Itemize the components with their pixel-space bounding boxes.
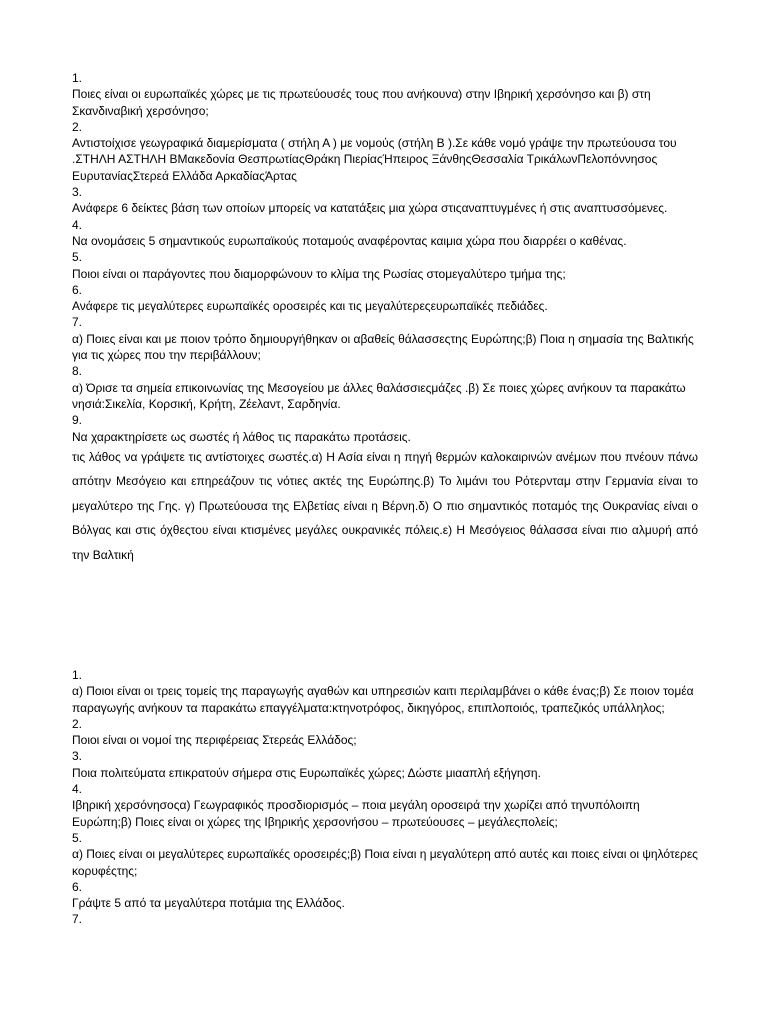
question-item (72, 412, 698, 445)
question-item (72, 879, 698, 912)
question-number: 1. (72, 668, 83, 682)
question-text: Ποιοι είναι οι νομοί της περιφέρειας Στερεάς Ελλάδος; (72, 733, 357, 748)
question-text: Ιβηρική χερσόνησοςα) Γεωγραφικός προσδιορισμός – ποια μεγάλη οροσειρά την χωρίζει από τηνυπόλοιπη Ευρώπη;β) Ποιες είναι οι χώρες της Ιβηρικής χερσονήσου – πρωτεύουσες – μεγάλεςπολείς; (72, 798, 640, 829)
question-text: Γράψτε 5 από τα μεγαλύτερα ποτάμια της Ελλάδος. (72, 896, 345, 911)
question-text: α) Όρισε τα σημεία επικοινωνίας της Μεσογείου με άλλες θαλάσσιεςμάζες .β) Σε ποιες χώρες ανήκουν τα παρακάτω νησιά:Σικελία, Κορσική, Κρήτη, Ζέελαντ, Σαρδηνία. (72, 380, 686, 411)
question-text: α) Ποιοι είναι οι τρεις τομείς της παραγωγής αγαθών και υπηρεσιών καιτι περιλαμβάνει ο κάθε ένας;β) Σε ποιον τομέα παραγωγής ανήκουν τα παρακάτω επαγγέλματα:κτηνοτρόφος, δικηγόρος, επιπλοποιός, τραπεζικός υπάλληλος; (72, 684, 694, 715)
question-item (72, 184, 698, 217)
question-set-2 (72, 667, 698, 928)
question-text: Ανάφερε 6 δείκτες βάση των οποίων μπορείς να κατατάξεις μια χώρα στιςαναπτυγμένες ή στις αναπτυσσόμενες. (72, 201, 668, 216)
question-text: α) Ποιες είναι οι μεγαλύτερες ευρωπαϊκές οροσειρές;β) Ποια είναι η μεγαλύτερη από αυτές και ποιες είναι οι ψηλότερες κορυφέςτης; (72, 847, 698, 878)
question-text: Να ονομάσεις 5 σημαντικούς ευρωπαϊκούς ποταμούς αναφέροντας καιμια χώρα που διαρρέει ο καθένας. (72, 233, 627, 248)
question-number: 2. (72, 716, 83, 731)
question-number: 3. (72, 749, 83, 764)
question-number: 5. (72, 250, 83, 265)
question-text: Να χαρακτηρίσετε ως σωστές ή λάθος τις παρακάτω προτάσεις. (72, 429, 411, 444)
question-item (72, 716, 698, 749)
question-item (72, 314, 698, 363)
question-item (72, 282, 698, 315)
question-number: 9. (72, 413, 83, 428)
question-item (72, 781, 698, 830)
question-text: Ανάφερε τις μεγαλύτερες ευρωπαϊκές οροσειρές και τις μεγαλύτερεςευρωπαϊκές πεδιάδες. (72, 299, 548, 314)
question-text: Ποιες είναι οι ευρωπαϊκές χώρες με τις πρωτεύουσές τους που ανήκουνα) στην Ιβηρική χερσόνησο και β) στη Σκανδιναβική χερσόνησο; (72, 87, 651, 118)
question-number: 8. (72, 364, 83, 379)
question-number: 6. (72, 879, 83, 894)
question-text: Αντιστοίχισε γεωγραφικά διαμερίσματα ( στήλη Α ) με νομούς (στήλη Β ).Σε κάθε νομό γράψε την πρωτεύουσα του .ΣΤΗΛΗ ΑΣΤΗΛΗ ΒΜακεδονία ΘεσπρωτίαςΘράκη ΠιερίαςΉπειρος ΞάνθηςΘεσσαλία ΤρικάλωνΠελοπόννησος ΕυρυτανίαςΣτερεά Ελλάδα ΑρκαδίαςΆρτας (72, 136, 677, 183)
question-number: 6. (72, 282, 83, 297)
question-number: 4. (72, 782, 83, 797)
question-item (72, 119, 698, 184)
question-number: 5. (72, 830, 83, 845)
question-number: 7. (72, 315, 83, 330)
question-item (72, 217, 698, 250)
question-text: Ποιοι είναι οι παράγοντες που διαμορφώνουν το κλίμα της Ρωσίας στομεγαλύτερο τμήμα της; (72, 266, 566, 281)
question-number: 1. (72, 71, 83, 85)
question-item (72, 667, 698, 716)
question-item (72, 363, 698, 412)
question-number: 7. (72, 912, 83, 927)
question-text: α) Ποιες είναι και με ποιον τρόπο δημιουργήθηκαν οι αβαθείς θάλασσεςτης Ευρώπης;β) Ποια η σημασία της Βαλτικής για τις χώρες που την περιβάλλουν; (72, 331, 694, 363)
true-false-paragraph: τις λάθος να γράψετε τις αντίστοιχες σωστές.α) Η Ασία είναι η πηγή θερμών καλοκαιρινών ανέμων που πνέουν πάνω απότην Μεσόγειο και επηρεάζουν τις νότιες ακτές της Ευρώπης.β) Το λιμάνι του Ρότερνταμ στην Γερμανία είναι το μεγαλύτερο της Γης. γ) Πρωτεύουσα της Ελβετίας είναι η Βέρνη.δ) Ο πιο σημαντικός ποταμός της Ουκρανίας είναι ο Βόλγας και στις όχθεςτου είναι κτισμένες μεγάλες ουκρανικές πόλεις.ε) Η Μεσόγειος θάλασσα είναι πιο αλμυρή από την Βαλτική (72, 449, 698, 562)
question-item (72, 911, 698, 927)
question-item (72, 249, 698, 282)
question-item (72, 748, 698, 781)
question-number: 2. (72, 119, 83, 134)
question-set-1 (72, 70, 698, 567)
question-item (72, 830, 698, 879)
question-item (72, 70, 698, 119)
question-number: 4. (72, 217, 83, 232)
question-number: 3. (72, 185, 83, 200)
question-text: Ποια πολιτεύματα επικρατούν σήμερα στις Ευρωπαϊκές χώρες; Δώστε μιααπλή εξήγηση. (72, 765, 541, 780)
